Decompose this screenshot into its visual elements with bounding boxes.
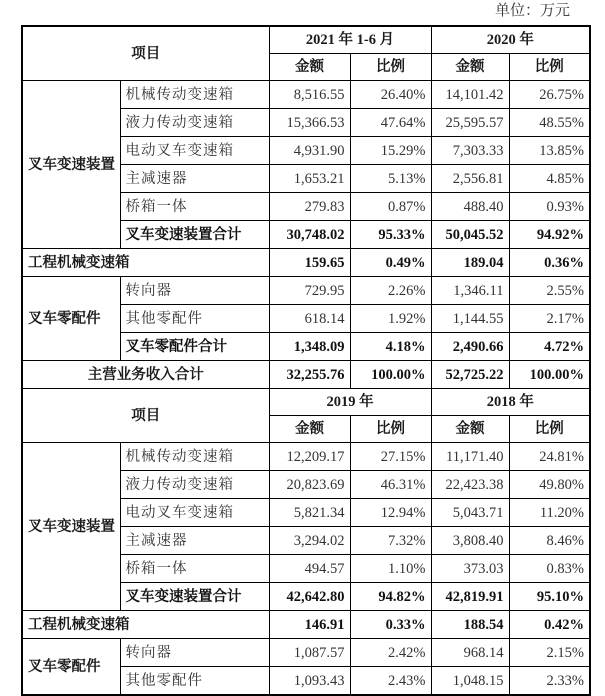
ratio-cell: 4.72% xyxy=(509,333,590,361)
ratio-cell: 4.18% xyxy=(350,333,431,361)
ratio-cell: 0.87% xyxy=(350,193,431,221)
amount-cell: 146.91 xyxy=(269,611,350,639)
subtotal-label: 叉车零配件合计 xyxy=(120,333,269,361)
period-header: 2019 年 xyxy=(269,389,431,416)
amount-cell: 1,087.57 xyxy=(269,639,350,667)
amount-cell: 159.65 xyxy=(269,249,350,277)
period-header: 2018 年 xyxy=(431,389,590,416)
revenue-breakdown-table xyxy=(21,25,591,696)
ratio-cell: 2.42% xyxy=(350,639,431,667)
ratio-cell: 94.92% xyxy=(509,221,590,249)
amount-cell: 5,821.34 xyxy=(269,499,350,527)
ratio-cell: 49.80% xyxy=(509,471,590,499)
ratio-header: 比例 xyxy=(350,416,431,443)
ratio-cell: 11.20% xyxy=(509,499,590,527)
ratio-cell: 48.55% xyxy=(509,109,590,137)
item-label: 转向器 xyxy=(120,277,269,305)
table-row xyxy=(22,277,590,305)
ratio-cell: 0.36% xyxy=(509,249,590,277)
amount-cell: 4,931.90 xyxy=(269,137,350,165)
ratio-cell: 47.64% xyxy=(350,109,431,137)
ratio-cell: 95.33% xyxy=(350,221,431,249)
ratio-cell: 0.49% xyxy=(350,249,431,277)
ratio-cell: 27.15% xyxy=(350,443,431,471)
amount-cell: 188.54 xyxy=(431,611,509,639)
item-label: 液力传动变速箱 xyxy=(120,109,269,137)
amount-cell: 25,595.57 xyxy=(431,109,509,137)
table-row xyxy=(22,443,590,471)
total-row xyxy=(22,361,590,389)
amount-cell: 729.95 xyxy=(269,277,350,305)
ratio-cell: 26.75% xyxy=(509,81,590,109)
section-2-header-row xyxy=(22,389,590,416)
total-label: 主营业务收入合计 xyxy=(22,361,269,389)
amount-cell: 279.83 xyxy=(269,193,350,221)
amount-cell: 42,642.80 xyxy=(269,583,350,611)
amount-cell: 42,819.91 xyxy=(431,583,509,611)
ratio-cell: 95.10% xyxy=(509,583,590,611)
amount-cell: 1,048.15 xyxy=(431,667,509,696)
ratio-cell: 26.40% xyxy=(350,81,431,109)
ratio-cell: 2.43% xyxy=(350,667,431,696)
amount-cell: 12,209.17 xyxy=(269,443,350,471)
amount-cell: 488.40 xyxy=(431,193,509,221)
ratio-cell: 5.13% xyxy=(350,165,431,193)
period-header: 2021 年 1-6 月 xyxy=(269,26,431,54)
ratio-cell: 2.33% xyxy=(509,667,590,696)
amount-cell: 494.57 xyxy=(269,555,350,583)
amount-cell: 1,348.09 xyxy=(269,333,350,361)
ratio-header: 比例 xyxy=(350,54,431,81)
item-label: 桥箱一体 xyxy=(120,555,269,583)
amount-cell: 5,043.71 xyxy=(431,499,509,527)
amount-cell: 52,725.22 xyxy=(431,361,509,389)
ratio-cell: 94.82% xyxy=(350,583,431,611)
amount-cell: 32,255.76 xyxy=(269,361,350,389)
amount-cell: 1,093.43 xyxy=(269,667,350,696)
period-header: 2020 年 xyxy=(431,26,590,54)
item-label: 其他零配件 xyxy=(120,305,269,333)
ratio-cell: 0.83% xyxy=(509,555,590,583)
ratio-cell: 2.26% xyxy=(350,277,431,305)
amount-cell: 11,171.40 xyxy=(431,443,509,471)
ratio-cell: 4.85% xyxy=(509,165,590,193)
ratio-cell: 1.10% xyxy=(350,555,431,583)
amount-cell: 373.03 xyxy=(431,555,509,583)
amount-header: 金额 xyxy=(431,416,509,443)
section-1-header-row xyxy=(22,26,590,54)
group-label: 叉车变速装置 xyxy=(22,81,120,249)
ratio-cell: 2.15% xyxy=(509,639,590,667)
amount-cell: 22,423.38 xyxy=(431,471,509,499)
item-label: 转向器 xyxy=(120,639,269,667)
item-label: 主减速器 xyxy=(120,165,269,193)
amount-cell: 8,516.55 xyxy=(269,81,350,109)
ratio-cell: 1.92% xyxy=(350,305,431,333)
item-column-header: 项目 xyxy=(22,26,269,81)
amount-cell: 1,346.11 xyxy=(431,277,509,305)
amount-cell: 7,303.33 xyxy=(431,137,509,165)
item-label: 主减速器 xyxy=(120,527,269,555)
subtotal-row xyxy=(22,249,590,277)
table-row xyxy=(22,81,590,109)
amount-cell: 3,808.40 xyxy=(431,527,509,555)
amount-cell: 968.14 xyxy=(431,639,509,667)
amount-cell: 20,823.69 xyxy=(269,471,350,499)
ratio-cell: 15.29% xyxy=(350,137,431,165)
group-label: 叉车变速装置 xyxy=(22,443,120,611)
amount-cell: 1,144.55 xyxy=(431,305,509,333)
amount-header: 金额 xyxy=(269,54,350,81)
ratio-cell: 7.32% xyxy=(350,527,431,555)
ratio-cell: 0.93% xyxy=(509,193,590,221)
amount-cell: 15,366.53 xyxy=(269,109,350,137)
item-label: 桥箱一体 xyxy=(120,193,269,221)
group-label: 叉车零配件 xyxy=(22,277,120,361)
item-label: 其他零配件 xyxy=(120,667,269,696)
amount-cell: 3,294.02 xyxy=(269,527,350,555)
item-label: 机械传动变速箱 xyxy=(120,81,269,109)
ratio-cell: 100.00% xyxy=(509,361,590,389)
item-label: 电动叉车变速箱 xyxy=(120,137,269,165)
ratio-cell: 46.31% xyxy=(350,471,431,499)
ratio-cell: 0.33% xyxy=(350,611,431,639)
item-label: 机械传动变速箱 xyxy=(120,443,269,471)
ratio-cell: 24.81% xyxy=(509,443,590,471)
subtotal-label: 叉车变速装置合计 xyxy=(120,583,269,611)
ratio-cell: 12.94% xyxy=(350,499,431,527)
group-label: 工程机械变速箱 xyxy=(22,611,269,639)
ratio-header: 比例 xyxy=(509,54,590,81)
amount-cell: 189.04 xyxy=(431,249,509,277)
amount-cell: 14,101.42 xyxy=(431,81,509,109)
group-label: 叉车零配件 xyxy=(22,639,120,696)
ratio-cell: 0.42% xyxy=(509,611,590,639)
ratio-header: 比例 xyxy=(509,416,590,443)
unit-label: 单位：万元 xyxy=(494,3,570,19)
amount-cell: 2,490.66 xyxy=(431,333,509,361)
amount-header: 金额 xyxy=(269,416,350,443)
amount-cell: 30,748.02 xyxy=(269,221,350,249)
ratio-cell: 8.46% xyxy=(509,527,590,555)
item-label: 电动叉车变速箱 xyxy=(120,499,269,527)
amount-cell: 618.14 xyxy=(269,305,350,333)
table-row xyxy=(22,639,590,667)
ratio-cell: 100.00% xyxy=(350,361,431,389)
amount-cell: 1,653.21 xyxy=(269,165,350,193)
amount-header: 金额 xyxy=(431,54,509,81)
subtotal-row xyxy=(22,611,590,639)
item-column-header: 项目 xyxy=(22,389,269,443)
group-label: 工程机械变速箱 xyxy=(22,249,269,277)
ratio-cell: 2.17% xyxy=(509,305,590,333)
subtotal-label: 叉车变速装置合计 xyxy=(120,221,269,249)
amount-cell: 50,045.52 xyxy=(431,221,509,249)
item-label: 液力传动变速箱 xyxy=(120,471,269,499)
ratio-cell: 13.85% xyxy=(509,137,590,165)
ratio-cell: 2.55% xyxy=(509,277,590,305)
amount-cell: 2,556.81 xyxy=(431,165,509,193)
